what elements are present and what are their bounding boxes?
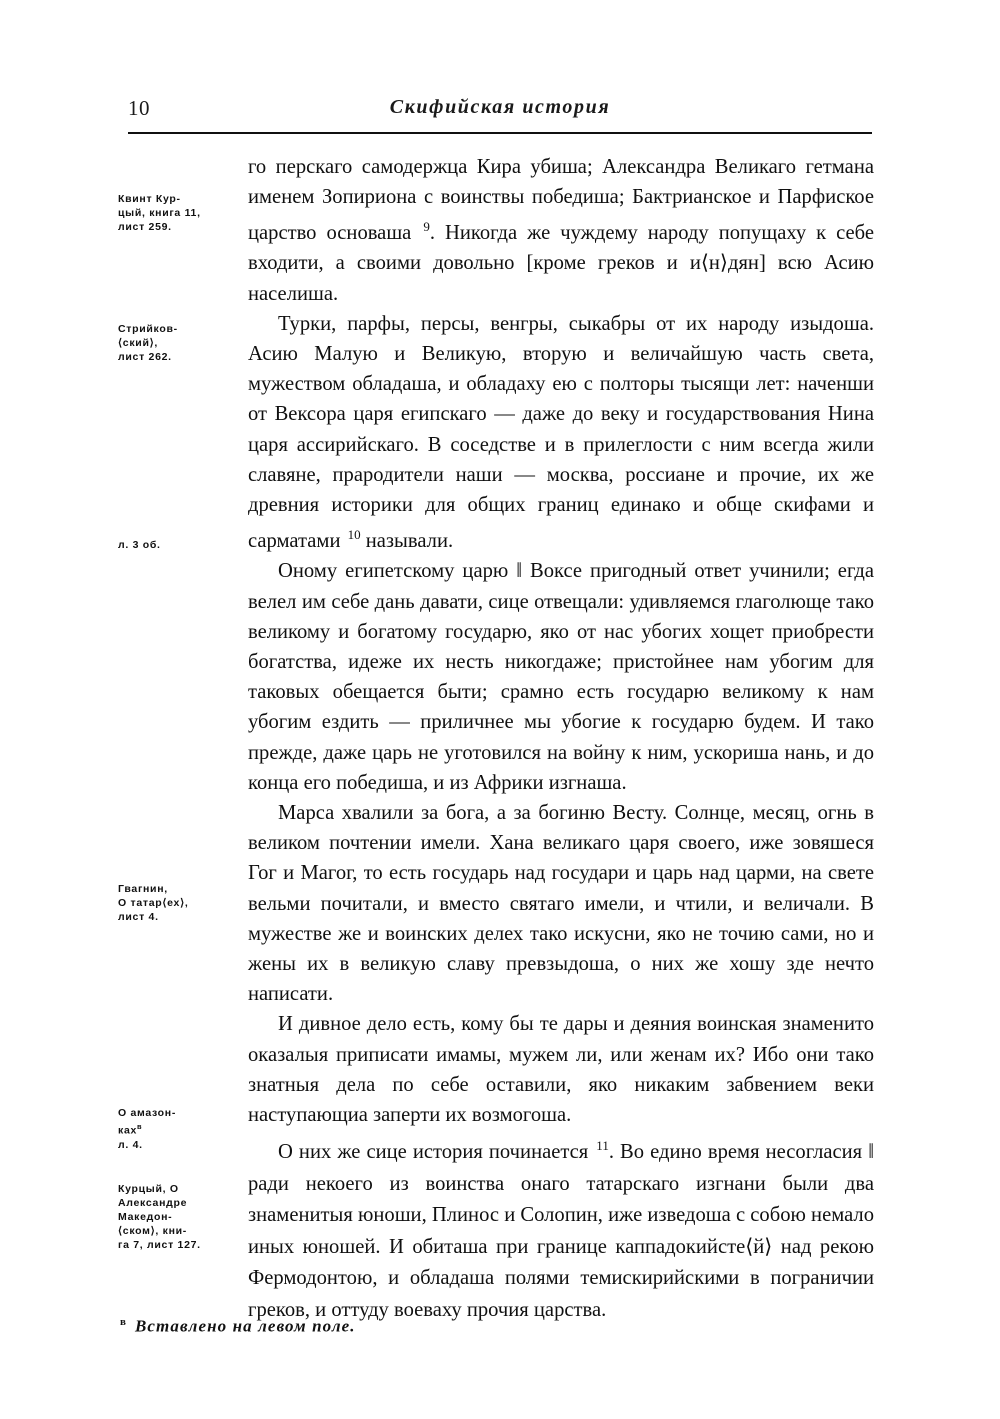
- footnote-ref-11: 11: [596, 1138, 609, 1154]
- footnote-marker: в: [120, 1316, 126, 1328]
- paragraph-p1-kir-aleksandr: го перскаго самодержца Кира убиша; Александра Великаго гетмана именем Зопириона с воинствы победиша; Бактрианское и Парфиское царство основаша $^9$. Никогда же чуждему народу попущаху к себе входити, а своими довольно [кроме греков и и⟨н⟩дян] всю Асию населиша.: [248, 156, 875, 305]
- paragraph-p3-onomu-egipetskomu: Оному египетскому царю ‖ Воксе пригодный ответ учинили; егда велел им себе дань давати, сице отвещали: удивляемся глаголюще тако великому и богатому государю, яко от нас убогих хощет приобрести богатства, идеже их несть никогдаже; пристойнее нам убогим для таковых обещается быти; срамно есть государю великому к нам убогим ездить — приличнее мы убогие к государю будем. И тако прежде, даже царь не уготовился на войну к ним, ускориша нань, и до конца его победиша, и из Африки изгнаша.: [248, 560, 874, 794]
- margin-note-kurcyj-aleksandr: Курцый, О Александре Македон- ⟨ском⟩, кни- га 7, лист 127.: [118, 1183, 201, 1251]
- running-head: [128, 96, 872, 130]
- paragraph-p2-turki-parfy: Турки, парфы, персы, венгры, сыкабры от их народу изыдоша. Асию Малую и Великую, вторую и величайшую часть света, мужеством обладаша, и обладаху ею с полторы тысящи лет: наченши от Вексора царя египскаго — даже до веку и государствования Нина царя ассирийскаго. В соседстве и в прилеглости с ним всегда жили славяне, прародители наши — москва, россиане и прочие, их же древния историки для общих границ единако и обще скифами и сарматами $^{10}$ называли.: [248, 312, 874, 553]
- page-number: 10: [128, 96, 150, 120]
- margin-note-kvint-kurcyj: Квинт Кур- цый, книга 11, лист 259.: [118, 193, 201, 233]
- footnote-ref-9: 9: [423, 219, 430, 235]
- margin-note-strijkovskij: Стрийков- ⟨ский⟩, лист 262.: [118, 323, 178, 363]
- margin-note-list-3-ob: л. 3 об.: [118, 539, 161, 551]
- margin-note-gvagnin: Гвагнин, О татар⟨ех⟩, лист 4.: [118, 883, 189, 923]
- footnote-text: Вставлено на левом поле.: [134, 1316, 356, 1336]
- paragraph-p6-o-nih-zhe-sice: О них же сице история починается $^{11}$. Во едино время несогласия ‖ ради некоего из воинства онаго татарскаго изгнани были два знаменитыя юноши, Плинос и Солопин, иже изведоша с собою немало иных юношей. И обиташа при границе каппадокийсте⟨й⟩ над рекою Фермодонтою, и обладаша полями темискирийскими в пограничии греков, и оттуду воеваху прочия царства.: [248, 1138, 874, 1321]
- page-footnote: [120, 1316, 820, 1337]
- margin-note-o-amazonkah: О амазон- ках$^в$ л. 4.: [118, 1107, 177, 1151]
- main-text-column: [248, 152, 874, 1326]
- header-rule: [128, 132, 872, 134]
- footnote-ref-10: 10: [347, 527, 361, 543]
- book-title: Скифийская история: [389, 96, 611, 118]
- paragraph-p5-i-divnoe-delo: И дивное дело есть, кому бы те дары и деяния воинская знаменито оказалыя приписати имамы, мужем ли, или женам их? Ибо они тако знатныя дела по себе оставили, яко никаким забвением веки наступающиа заперти их возмогоша.: [248, 1013, 874, 1127]
- paragraph-p4-marsa-hvalili: Марса хвалили за бога, а за богиню Весту. Солнце, месяц, огнь в великом почтении имели. Хана великаго царя своего, иже зовяшеся Гог и Магог, то есть государь над государи и царь над царми, на свете вельми почитали, и вместо святаго имели, и чтили, и величали. В мужестве же и воинских делех тако искусни, яко не точию сами, но и жены их в великую славу превзыдоша, о них же хошу зде нечто написати.: [248, 801, 874, 1006]
